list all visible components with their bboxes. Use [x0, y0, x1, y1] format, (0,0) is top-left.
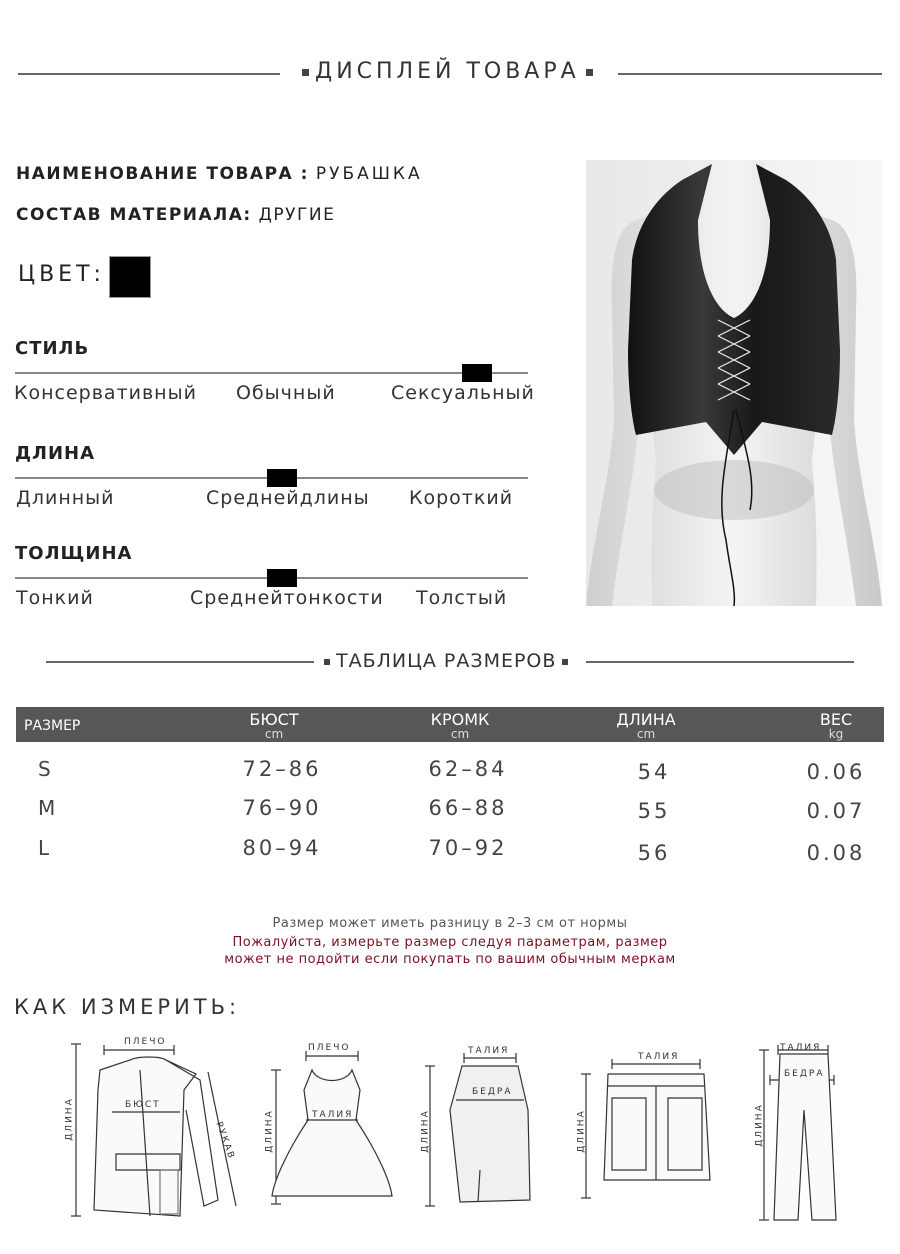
- product-color-label: ЦВЕТ:: [18, 262, 105, 287]
- table-cell: 80–94: [242, 836, 322, 860]
- skirt-length-label: ДЛИНА: [420, 1109, 431, 1153]
- header-rule-right: [618, 73, 882, 75]
- jacket-shoulder-label: ПЛЕЧО: [124, 1037, 167, 1047]
- scale-marker: [462, 364, 492, 382]
- table-cell: 0.08: [806, 841, 866, 865]
- product-name-label: НАИМЕНОВАНИЕ ТОВАРА :: [16, 164, 309, 184]
- bullet-icon: [562, 659, 568, 665]
- scale-option: Среднейтонкости: [190, 587, 384, 609]
- dress-length-label: ДЛИНА: [264, 1109, 275, 1153]
- shorts-diagram: [581, 1059, 710, 1198]
- column-name: ДЛИНА: [616, 710, 676, 729]
- product-name-value: РУБАШКА: [315, 164, 423, 184]
- column-unit: cm: [636, 727, 656, 741]
- note-warning-line1: Пожалуйста, измерьте размер следуя параметрам, размер: [232, 935, 668, 950]
- size-table-rule-right: [586, 661, 854, 663]
- skirt-waist-label: ТАЛИЯ: [468, 1046, 510, 1056]
- jacket-length-label: ДЛИНА: [64, 1097, 75, 1141]
- column-name: БЮСТ: [249, 710, 299, 729]
- scale-option: Тонкий: [16, 587, 94, 609]
- table-cell: 76–90: [242, 796, 322, 820]
- product-material-value: ДРУГИЕ: [258, 205, 336, 225]
- scale-option: Обычный: [236, 382, 336, 404]
- scale-option: Толстый: [416, 587, 508, 609]
- product-material: [16, 205, 335, 225]
- table-cell: 56: [637, 841, 671, 865]
- jacket-diagram: [71, 1044, 236, 1216]
- table-cell: 0.06: [806, 760, 866, 784]
- pants-hips-label: БЕДРА: [784, 1069, 825, 1079]
- table-cell: 66–88: [428, 796, 508, 820]
- scale-option: Длинный: [16, 487, 115, 509]
- header-title-text: ДИСПЛЕЙ ТОВАРА: [315, 59, 580, 84]
- bullet-icon: [586, 69, 593, 76]
- scale-marker: [267, 469, 297, 487]
- table-cell: 0.07: [806, 799, 866, 823]
- shorts-length-label: ДЛИНА: [576, 1109, 587, 1153]
- product-material-label: СОСТАВ МАТЕРИАЛА:: [16, 205, 252, 225]
- column-name: ВЕС: [819, 710, 853, 729]
- note-warning-line2: может не подойти если покупать по вашим обычным меркам: [224, 952, 676, 967]
- table-cell: 70–92: [428, 836, 508, 860]
- pants-length-label: ДЛИНА: [754, 1103, 765, 1147]
- color-swatch: [109, 256, 151, 298]
- table-cell: S: [38, 757, 54, 781]
- column-name: РАЗМЕР: [24, 718, 81, 734]
- scale-title: ДЛИНА: [15, 443, 96, 464]
- column-unit: cm: [264, 727, 284, 741]
- scale-option: Консервативный: [14, 382, 197, 404]
- product-name: [16, 164, 423, 184]
- table-header-cell: [24, 718, 80, 734]
- header-title: [296, 59, 599, 84]
- scale-option: Сексуальный: [391, 382, 535, 404]
- dress-shoulder-label: ПЛЕЧО: [308, 1043, 351, 1053]
- how-to-measure-title: КАК ИЗМЕРИТЬ:: [14, 995, 241, 1019]
- table-cell: 54: [637, 760, 671, 784]
- table-cell: 55: [637, 799, 671, 823]
- product-color: [18, 262, 105, 287]
- scale-track: [15, 372, 528, 374]
- note-size-difference: Размер может иметь разницу в 2–3 см от нормы: [272, 916, 628, 931]
- header-rule-left: [18, 73, 280, 75]
- table-cell: 62–84: [428, 757, 508, 781]
- measurement-diagrams: [0, 1030, 900, 1230]
- scale-title: ТОЛЩИНА: [15, 543, 133, 564]
- size-table-title: [318, 650, 574, 672]
- bullet-icon: [324, 659, 330, 665]
- dress-diagram: [271, 1051, 392, 1204]
- column-name: КРОМК: [430, 710, 490, 729]
- scale-option: Короткий: [409, 487, 514, 509]
- skirt-hips-label: БЕДРА: [472, 1087, 513, 1097]
- size-table-title-text: ТАБЛИЦА РАЗМЕРОВ: [336, 650, 557, 672]
- scale-option: Среднейдлины: [206, 487, 370, 509]
- table-cell: L: [38, 836, 53, 860]
- shorts-waist-label: ТАЛИЯ: [638, 1052, 680, 1062]
- column-unit: cm: [450, 727, 470, 741]
- product-photo: [586, 160, 882, 606]
- table-header-cell: [224, 712, 324, 740]
- scale-marker: [267, 569, 297, 587]
- table-header-cell: [786, 712, 886, 740]
- jacket-sleeve-label: РУКАВ: [213, 1120, 237, 1162]
- table-header-cell: [410, 712, 510, 740]
- dress-waist-label: ТАЛИЯ: [312, 1110, 354, 1120]
- table-cell: M: [38, 796, 59, 820]
- table-cell: 72–86: [242, 757, 322, 781]
- table-header-cell: [596, 712, 696, 740]
- jacket-bust-label: БЮСТ: [125, 1100, 161, 1110]
- scale-title: СТИЛЬ: [15, 338, 90, 359]
- skirt-diagram: [425, 1053, 530, 1206]
- column-unit: kg: [828, 727, 844, 741]
- size-table-rule-left: [46, 661, 314, 663]
- bullet-icon: [302, 69, 309, 76]
- pants-waist-label: ТАЛИЯ: [780, 1043, 822, 1053]
